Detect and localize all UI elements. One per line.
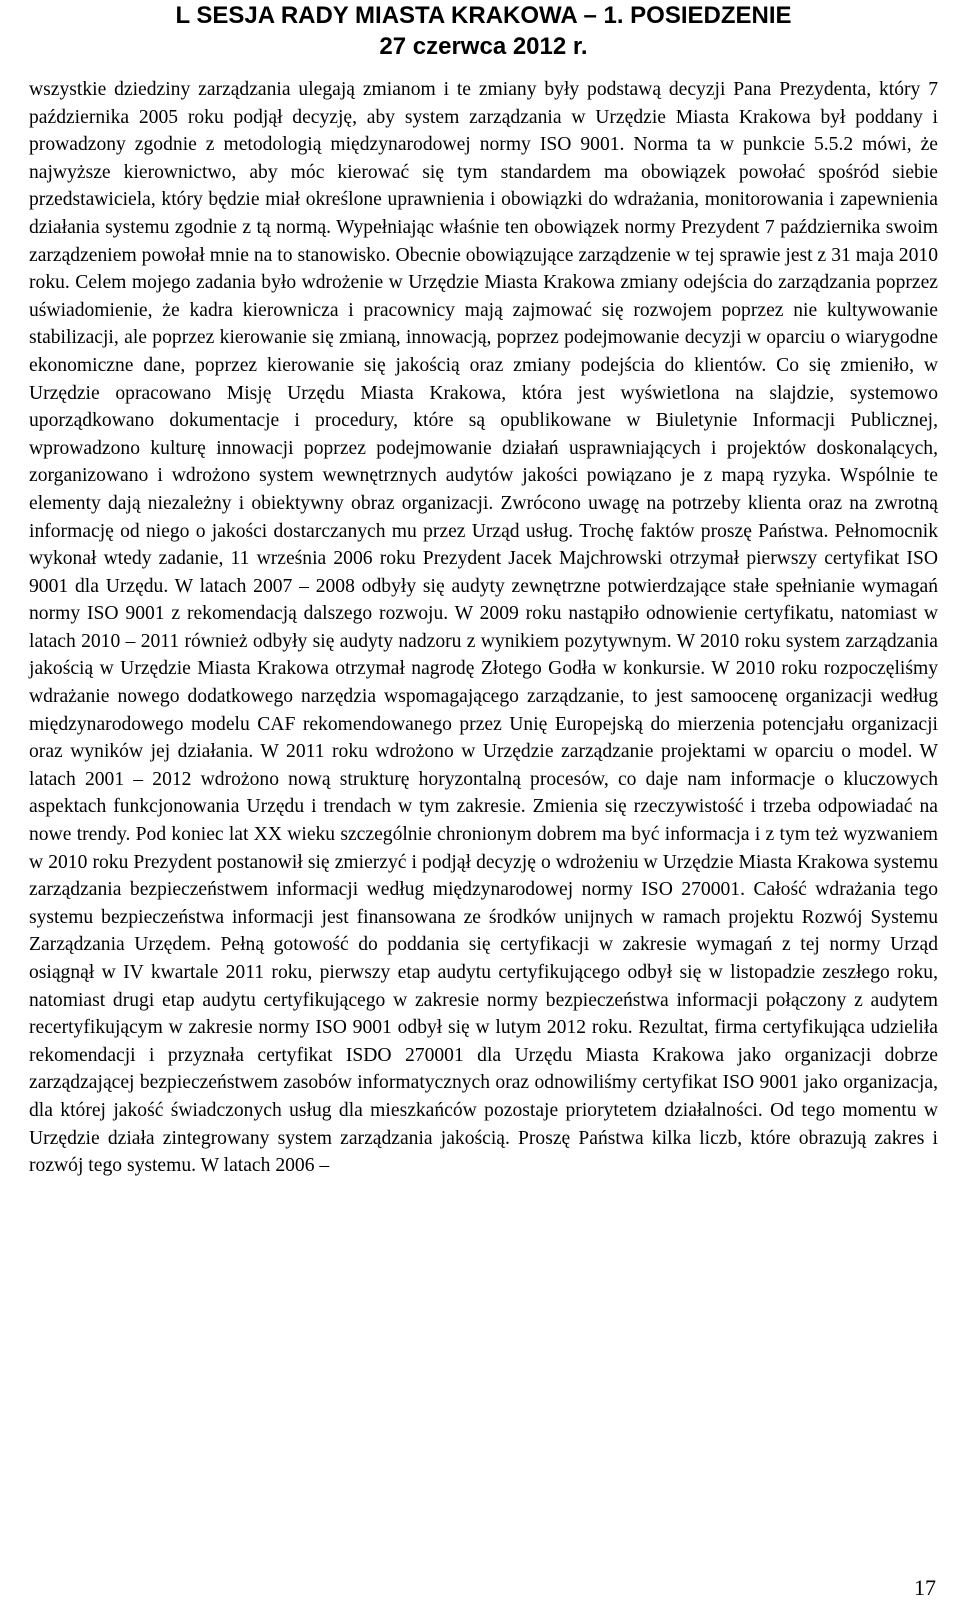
- session-title: L SESJA RADY MIASTA KRAKOWA – 1. POSIEDZENIE: [175, 2, 792, 29]
- page-number: 17: [914, 1575, 936, 1600]
- session-date: 27 czerwca 2012 r.: [379, 33, 588, 60]
- transcript-paragraph: wszystkie dziedziny zarządzania ulegają zmianom i te zmiany były podstawą decyzji Pana Prezydenta, który 7 października 2005 roku podjął decyzję, aby system zarządzania w Urzędzie Miasta Krakowa był poddany i prowadzony zgodnie z metodologią międzynarodowej normy ISO 9001. Norma ta w punkcie 5.5.2 mówi, że najwyższe kierownictwo, aby móc kierować się tym standardem ma obowiązek powołać spośród siebie przedstawiciela, który będzie miał określone uprawnienia i obowiązki do wdrażania, monitorowania i zapewnienia działania systemu zgodnie z tą normą. Wypełniając właśnie ten obowiązek normy Prezydent 7 października swoim zarządzeniem powołał mnie na to stanowisko. Obecnie obowiązujące zarządzenie w tej sprawie jest z 31 maja 2010 roku. Celem mojego zadania było wdrożenie w Urzędzie Miasta Krakowa zmiany odejścia do zarządzania poprzez uświadomienie, że kadra kierownicza i pracownicy mają zajmować się rozwojem poprzez nie kultywowanie stabilizacji, ale poprzez kierowanie się zmianą, innowacją, poprzez podejmowanie decyzji w oparciu o wiarygodne ekonomiczne dane, poprzez kierowanie się jakością oraz zmiany podejścia do klientów. Co się zmieniło, w Urzędzie opracowano Misję Urzędu Miasta Krakowa, która jest wyświetlona na slajdzie, systemowo uporządkowano dokumentacje i procedury, które są opublikowane w Biuletynie Informacji Publicznej, wprowadzono kulturę innowacji poprzez podejmowanie działań usprawniających i projektów doskonalących, zorganizowano i wdrożono system wewnętrznych audytów jakości powiązano je z mapą ryzyka. Wspólnie te elementy dają niezależny i obiektywny obraz organizacji. Zwrócono uwagę na potrzeby klienta oraz na zwrotną informację od niego o jakości dostarczanych mu przez Urząd usług. Trochę faktów proszę Państwa. Pełnomocnik wykonał wtedy zadanie, 11 września 2006 roku Prezydent Jacek Majchrowski otrzymał pierwszy certyfikat ISO 9001 dla Urzędu. W latach 2007 – 2008 odbyły się audyty zewnętrzne potwierdzające stałe spełnianie wymagań normy ISO 9001 z rekomendacją dalszego rozwoju. W 2009 roku nastąpiło odnowienie certyfikatu, natomiast w latach 2010 – 2011 również odbyły się audyty nadzoru z wynikiem pozytywnym. W 2010 roku system zarządzania jakością w Urzędzie Miasta Krakowa otrzymał nagrodę Złotego Godła w konkursie. W 2010 roku rozpoczęliśmy wdrażanie nowego dodatkowego narzędzia wspomagającego zarządzanie, to jest samoocenę organizacji według międzynarodowego modelu CAF rekomendowanego przez Unię Europejską do mierzenia potencjału organizacji oraz wyników jej działania. W 2011 roku wdrożono w Urzędzie zarządzanie projektami w oparciu o model. W latach 2001 – 2012 wdrożono nową strukturę horyzontalną procesów, co daje nam informacje o kluczowych aspektach funkcjonowania Urzędu i trendach w tym zakresie. Zmienia się rzeczywistość i trzeba odpowiadać na nowe trendy. Pod koniec lat XX wieku szczególnie chronionym dobrem ma być informacja i z tym też wyzwaniem w 2010 roku Prezydent postanowił się zmierzyć i podjął decyzję o wdrożeniu w Urzędzie Miasta Krakowa systemu zarządzania bezpieczeństwem informacji według międzynarodowej normy ISO 270001. Całość wdrażania tego systemu bezpieczeństwa informacji jest finansowana ze środków unijnych w ramach projektu Rozwój Systemu Zarządzania Urzędem. Pełną gotowość do poddania się certyfikacji w zakresie wymagań z tej normy Urząd osiągnął w IV kwartale 2011 roku, pierwszy etap audytu certyfikującego odbył się w listopadzie zeszłego roku, natomiast drugi etap audytu certyfikującego w zakresie normy bezpieczeństwa informacji połączony z audytem recertyfikującym w zakresie normy ISO 9001 odbył się w lutym 2012 roku. Rezultat, firma certyfikująca udzieliła rekomendacji i przyznała certyfikat ISDO 270001 dla Urzędu Miasta Krakowa jako organizacji dobrze zarządzającej bezpieczeństwem zasobów informatycznych oraz odnowiliśmy certyfikat ISO 9001 jako organizacja, dla której jakość świadczonych usług dla mieszkańców pozostaje priorytetem działalności. Od tego momentu w Urzędzie działa zintegrowany system zarządzania jakością. Proszę Państwa kilka liczb, które obrazują zakres i rozwój tego systemu. W latach 2006 –: [29, 79, 938, 1177]
- session-header: [29, 0, 938, 62]
